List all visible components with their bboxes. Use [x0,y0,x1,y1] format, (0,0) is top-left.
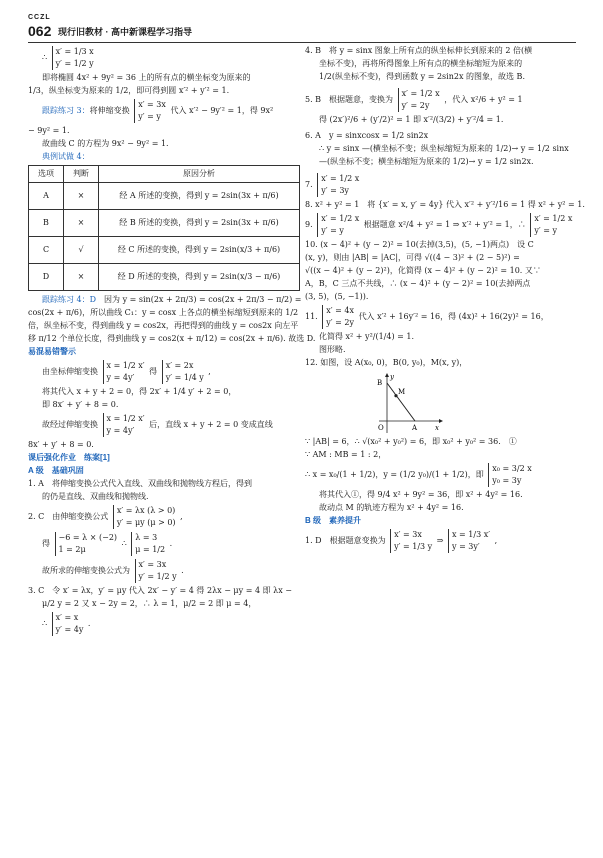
text-line: 故动点 M 的轨迹方程为 x² + 4y² = 16. [319,503,464,512]
table-cell: × [64,210,99,237]
equation-system: x′ = 1/2 x y′ = y [317,213,359,237]
label-o: O [378,424,384,432]
answer-line: 6. A y = sinxcosx = 1/2 sin2x [305,131,429,140]
y-axis-arrow [385,373,389,377]
level-heading: A 级 基础巩固 [28,466,84,475]
system-line: 故经过伸缩变换 x = 1/2 x′ y = 4y′ 后，直线 x + y + 2 = 0 变成直线 [42,414,273,435]
text-line: 坐标不变)，再将所得图象上所有点的横坐标缩短为原来的 [319,59,523,68]
brand-label: CCZL [28,14,51,21]
text-line: 移 π/12 个单位长度，得到曲线 y = cos2(x + π/12) = cos(2x + π/6). 故选 D. [28,334,316,343]
right-column [305,46,585,556]
answer-line: 3. C 令 x′ = λx，y′ = μy 代入 2x′ − y′ = 4 得 2λx − μy = 4 即 λx − [28,586,292,595]
answer-line: 1. A 将伸缩变换公式代入直线、双曲线和抛物线方程后，得到 [28,479,252,488]
section-heading: 课后强化作业 练案[1] [28,453,110,462]
system-line: 5. B 根据题意，变换为 x′ = 1/2 x y′ = 2y ，代入 x²/6 + y² = 1 [305,89,523,110]
text-line: 倍，纵坐标不变，得到曲线 y = cos2x，再把得到的曲线 y = cos2x 向左平 [28,321,299,330]
table-header: 判断 [64,166,99,183]
text-line: —(纵坐标不变；横坐标缩短为原来的 1/2)→ y = 1/2 sin2x. [319,157,534,166]
table-cell: B [29,210,64,237]
system-line: 得 −6 = λ × (−2) 1 = 2μ ∴ λ = 3 μ = 1/2 . [42,533,173,554]
text-line: 即将椭圆 4x² + 9y² = 36 上的所有点的横坐标变为原来的 [42,73,251,82]
table-cell: 经 D 所述的变换，得到 y = 2sin(x/3 − π/6) [99,264,300,291]
text-line: 将其代入①，得 9/4 x² + 9y² = 36，即 x² + 4y² = 16. [319,490,523,499]
text-line: 1/2(纵坐标不变)，得到函数 y = 2sin2x 的图象，故选 B. [319,72,525,81]
equation-system: x′ = 3x y′ = 1/2 y [135,559,177,583]
header-rule [28,42,576,43]
text-line: cos(2x + π/6)，所以曲线 C₁：y = cosx 上各点的横坐标缩短到原来的 1/2 [28,308,299,317]
text-line: 图形略. [319,345,346,354]
system-line: 1. D 根据题意变换为 x′ = 3x y′ = 1/3 y ⇒ x = 1/3 x′ y = 3y′ , [305,530,498,551]
equation-system: x′ = x y′ = 4y [52,612,84,636]
equation-system: x₀ = 3/2 x y₀ = 3y [488,463,531,487]
table-row [29,210,300,237]
text-line: 1/3，纵坐标变为原来的 1/2，即可得到圆 x′² + y′² = 1. [28,86,230,95]
answer-line: 10. (x − 4)² + (y − 2)² = 10(去掉(3,5)，(5, −1)两点) 设 C [305,240,534,249]
x-axis-arrow [439,419,443,423]
level-heading: B 级 素养提升 [305,516,361,525]
text-line: (3, 5)，(5, −1)). [305,292,369,301]
table-cell: × [64,183,99,210]
text-line: ∵ |AB| = 6，∴ √(x₀² + y₀²) = 6，即 x₀² + y₀² = 36. ① [305,437,517,446]
label-b: B [377,379,383,387]
label-y: y [390,373,394,381]
equation-system: x′ = 2x y′ = 1/4 y [162,360,204,384]
equation-system: x′ = 1/2 x y′ = 2y [398,88,440,112]
practice-4-line: 跟踪练习 4：D 因为 y = sin(2x + 2π/3) = cos(2x + 2π/3 − π/2) = [42,295,302,304]
example-label: 典例试做 4： [42,152,90,161]
text-line: 得 (2x′)²/6 + (y′/2)² = 1 即 x′²/(3/2) + y′²/4 = 1. [319,115,504,124]
table-header: 选项 [29,166,64,183]
text-line: ∵ AM : MB = 1 : 2， [305,450,387,459]
table-cell: 经 B 所述的变换，得到 y = 2sin(3x + π/6) [99,210,300,237]
table-cell: √ [64,237,99,264]
text-line: 8x′ + y′ + 8 = 0. [28,440,94,449]
text-line: ∴ y = sinx —(横坐标不变；纵坐标缩短为原来的 1/2)→ y = 1/2 sinx [319,144,569,153]
table-cell: D [29,264,64,291]
table-header-row [29,166,300,183]
text-line: 故曲线 C 的方程为 9x² − 9y² = 1. [42,139,169,148]
equation-system: x′ = λx (λ > 0) y′ = μy (μ > 0) [113,505,176,529]
text-line: √((x − 4)² + (y − 2)²)，化简得 (x − 4)² + (y − 2)² = 10. 又∵ [305,266,541,275]
system-line: 9. x′ = 1/2 x y′ = y 根据题意 x²/4 + y² = 1 ⇒ x′² + y′² = 1，∴ x′ = 1/2 x y′ = y [305,214,573,235]
analysis-table [28,165,300,291]
practice-3-line: 跟踪练习 3：将伸缩变换 x′ = 3x y′ = y 代入 x′² − 9y′² = 1，得 9x² [42,100,274,121]
equation-system: x′ = 4x y′ = 2y [322,305,354,329]
text-line: 将其代入 x + y + 2 = 0，得 2x′ + 1/4 y′ + 2 = 0， [42,387,237,396]
coordinate-graph [365,371,445,437]
practice-label: 跟踪练习 3： [42,106,90,115]
text-line: 化简得 x² + y²/(1/4) = 1. [319,332,415,341]
text-line: A，B，C 三点不共线，∴ (x − 4)² + (y − 2)² = 10(去掉两点 [305,279,531,288]
answer-line: 8. x² + y² = 1 将 {x′ = x, y′ = 4y} 代入 x′² + y′²/16 = 1 得 x² + y² = 1. [305,200,585,209]
label-m: M [398,388,406,396]
table-cell: C [29,237,64,264]
table-header: 原因分析 [99,166,300,183]
system-line: ∴ x = x₀/(1 + 1/2)，y = (1/2 y₀)/(1 + 1/2)，即 x₀ = 3/2 x y₀ = 3y [305,464,532,485]
equation-system: x = 1/2 x′ y = 4y′ [103,360,145,384]
equation-system: λ = 3 μ = 1/2 [131,532,165,556]
table-row [29,237,300,264]
table-cell: A [29,183,64,210]
equation-system: x′ = 1/2 x y′ = 3y [317,173,359,197]
left-column [28,46,316,639]
system-line: 故所求的伸缩变换公式为 x′ = 3x y′ = 1/2 y . [42,560,184,581]
section-heading: 易混易错警示 [28,347,76,356]
page-number: 062 [28,23,52,39]
answer-line: 4. B 将 y = sinx 图象上所有点的纵坐标伸长到原来的 2 倍(横 [305,46,533,55]
table-cell: × [64,264,99,291]
system-line: 7. x′ = 1/2 x y′ = 3y [305,174,360,195]
practice-label: 跟踪练习 4：D [42,295,97,304]
table-row [29,264,300,291]
system-line: ∴ x′ = x y′ = 4y . [42,613,91,634]
equation-system: x′ = 3x y′ = y [134,99,166,123]
equation-system: x = 1/2 x′ y = 4y′ [103,413,145,437]
text-line: (x, y)，则由 |AB| = |AC|，可得 √((4 − 3)² + (2 − 5)²) = [305,253,520,262]
answer-line: 12. 如图，设 A(x₀, 0)，B(0, y₀)，M(x, y)， [305,358,468,367]
system-line: 由坐标伸缩变换 x = 1/2 x′ y = 4y′ 得 x′ = 2x y′ = 1/4 y , [42,361,211,382]
text-line: − 9y² = 1. [28,126,70,135]
system-line: 11. x′ = 4x y′ = 2y 代入 x′² + 16y′² = 16，得 (4x)² + 16(2y)² = 16， [305,306,549,327]
table-cell: 经 C 所述的变换，得到 y = 2sin(x/3 + π/6) [99,237,300,264]
text-line: 的仍是直线、双曲线和抛物线. [42,492,149,501]
equation-system: x′ = 3x y′ = 1/3 y [390,529,432,553]
table-cell: 经 A 所述的变换，得到 y = 2sin(3x + π/6) [99,183,300,210]
table-row [29,183,300,210]
label-x: x [435,424,439,432]
equation-system: x′ = 1/3 x y′ = 1/2 y [52,46,94,70]
page-title: 现行旧教材 · 高中新课程学习指导 [58,27,192,37]
system-line: 2. C 由伸缩变换公式 x′ = λx (λ > 0) y′ = μy (μ > 0) , [28,506,183,527]
label-a: A [412,424,418,432]
equation-system: x′ = 1/2 x y′ = y [530,213,572,237]
equation-system: −6 = λ × (−2) 1 = 2μ [55,532,117,556]
equation-system: x = 1/3 x′ y = 3y′ [448,529,490,553]
text-line: 即 8x′ + y′ + 8 = 0. [42,400,119,409]
system-line: ∴ x′ = 1/3 x y′ = 1/2 y [42,47,94,68]
text-line: μ/2 y = 2 又 x − 2y = 2，∴ λ = 1，μ/2 = 2 即 μ = 4， [42,599,257,608]
